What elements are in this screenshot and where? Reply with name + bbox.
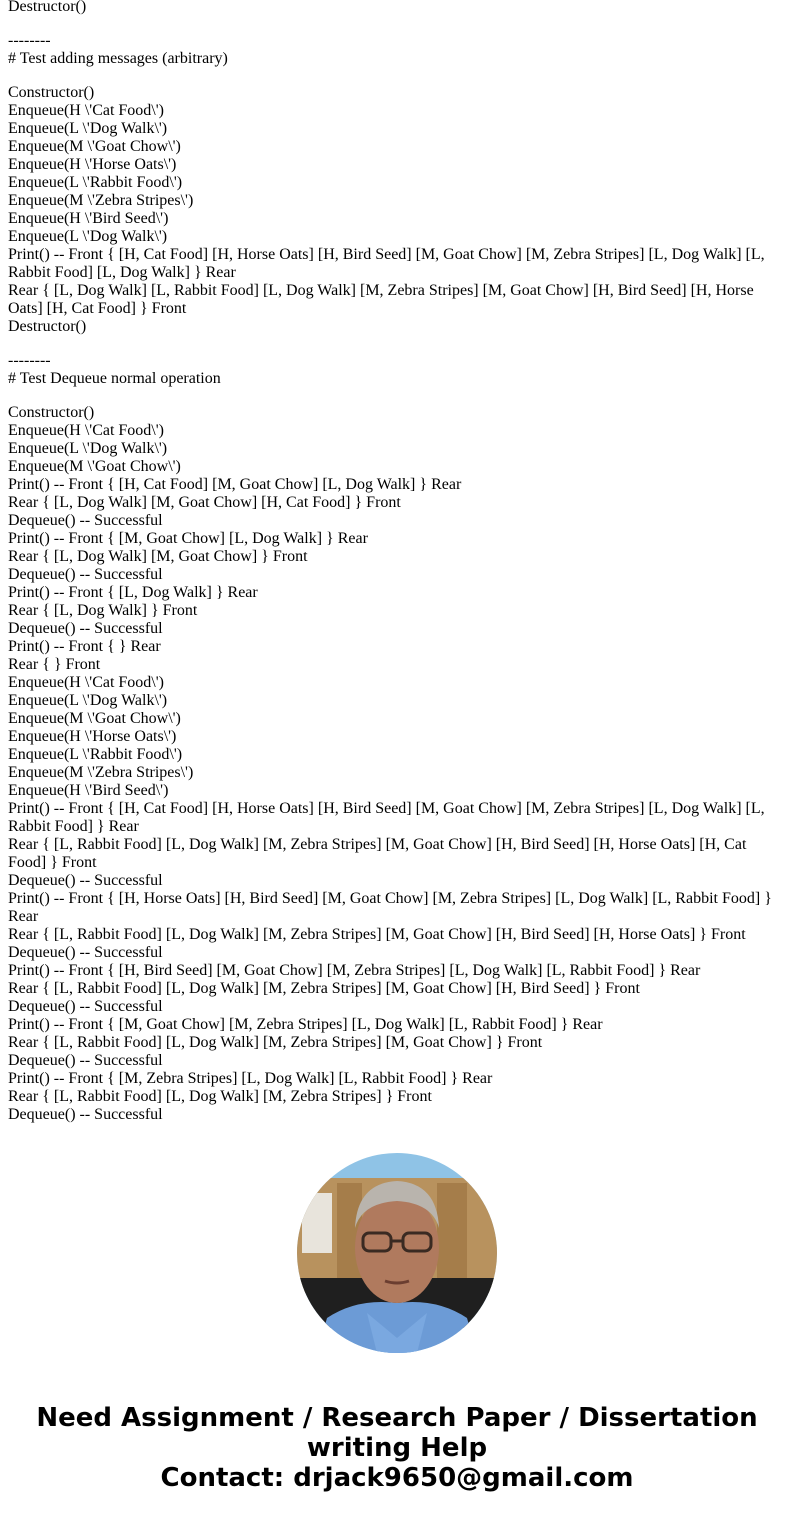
output-line: # Test adding messages (arbitrary) [8, 50, 228, 67]
document-body [8, 0, 784, 1124]
output-line: Print() -- Front { [H, Horse Oats] [H, Bird Seed] [M, Goat Chow] [M, Zebra Stripes] [L, Dog Walk] [L, Rabbit Food] } Rear [8, 890, 772, 925]
output-line: Enqueue(H \'Bird Seed\') [8, 210, 169, 227]
cta-headline: Need Assignment / Research Paper / Dissertation [36, 1403, 758, 1433]
output-line: Constructor() [8, 84, 95, 101]
output-line: Rear { [L, Dog Walk] } Front [8, 602, 198, 619]
output-line: Dequeue() -- Successful [8, 620, 163, 637]
output-line: Rear { [L, Rabbit Food] [L, Dog Walk] [M, Zebra Stripes] [M, Goat Chow] [H, Bird Seed] [H, Horse Oats] [H, Cat Food] } Front [8, 836, 747, 871]
portrait-image [297, 1153, 497, 1353]
output-line: Dequeue() -- Successful [8, 566, 163, 583]
output-line: Rear { [L, Rabbit Food] [L, Dog Walk] [M, Zebra Stripes] [M, Goat Chow] [H, Bird Seed] } Front [8, 980, 640, 997]
blank-line [8, 16, 784, 32]
output-line: Print() -- Front { [M, Goat Chow] [L, Dog Walk] } Rear [8, 530, 368, 547]
output-line: Enqueue(H \'Cat Food\') [8, 422, 164, 439]
output-line: Enqueue(L \'Dog Walk\') [8, 228, 168, 245]
output-line: Enqueue(H \'Horse Oats\') [8, 728, 177, 745]
cta-contact-email: Contact: drjack9650@gmail.com [160, 1463, 634, 1493]
output-line: Print() -- Front { [H, Cat Food] [H, Horse Oats] [H, Bird Seed] [M, Goat Chow] [M, Zebra Stripes] [L, Dog Walk] [L, Rabbit Food] } Rear [8, 800, 765, 835]
output-line: Enqueue(M \'Goat Chow\') [8, 710, 181, 727]
output-line: -------- [8, 352, 51, 369]
output-line: Enqueue(L \'Dog Walk\') [8, 440, 168, 457]
output-line: Print() -- Front { [M, Goat Chow] [M, Zebra Stripes] [L, Dog Walk] [L, Rabbit Food] } Rear [8, 1016, 603, 1033]
output-line: Dequeue() -- Successful [8, 1052, 163, 1069]
output-line: Enqueue(H \'Cat Food\') [8, 674, 164, 691]
blank-line [8, 68, 784, 84]
output-line: Rear { } Front [8, 656, 101, 673]
output-line: Dequeue() -- Successful [8, 1106, 163, 1123]
output-line: Print() -- Front { } Rear [8, 638, 161, 655]
output-line: Enqueue(H \'Bird Seed\') [8, 782, 169, 799]
blank-line [8, 336, 784, 352]
output-line: -------- [8, 32, 51, 49]
output-line: Rear { [L, Rabbit Food] [L, Dog Walk] [M, Zebra Stripes] [M, Goat Chow] [H, Bird Seed] [H, Horse Oats] } Front [8, 926, 746, 943]
output-line: Enqueue(M \'Goat Chow\') [8, 138, 181, 155]
output-line: Enqueue(L \'Rabbit Food\') [8, 746, 183, 763]
output-line: Print() -- Front { [H, Cat Food] [M, Goat Chow] [L, Dog Walk] } Rear [8, 476, 462, 493]
author-avatar [297, 1153, 497, 1353]
output-line: Rear { [L, Rabbit Food] [L, Dog Walk] [M, Zebra Stripes] } Front [8, 1088, 432, 1105]
output-line: Print() -- Front { [H, Cat Food] [H, Horse Oats] [H, Bird Seed] [M, Goat Chow] [M, Zebra Stripes] [L, Dog Walk] [L, Rabbit Food] [L, Dog Walk] } Rear [8, 246, 765, 281]
blank-line [8, 388, 784, 404]
output-line: Rear { [L, Dog Walk] [M, Goat Chow] } Front [8, 548, 308, 565]
output-line: Constructor() [8, 404, 95, 421]
output-line: Enqueue(L \'Dog Walk\') [8, 120, 168, 137]
output-line: Destructor() [8, 0, 87, 15]
output-line: Destructor() [8, 318, 87, 335]
output-line: Enqueue(H \'Cat Food\') [8, 102, 164, 119]
output-line: Enqueue(L \'Rabbit Food\') [8, 174, 183, 191]
output-line: Enqueue(M \'Zebra Stripes\') [8, 764, 194, 781]
output-line: Rear { [L, Dog Walk] [M, Goat Chow] [H, Cat Food] } Front [8, 494, 401, 511]
output-line: Dequeue() -- Successful [8, 512, 163, 529]
output-line: Enqueue(L \'Dog Walk\') [8, 692, 168, 709]
cta-subheadline: writing Help [306, 1433, 488, 1463]
output-line: Dequeue() -- Successful [8, 944, 163, 961]
output-line: Enqueue(M \'Zebra Stripes\') [8, 192, 194, 209]
output-line: Rear { [L, Dog Walk] [L, Rabbit Food] [L, Dog Walk] [M, Zebra Stripes] [M, Goat Chow] [H, Bird Seed] [H, Horse Oats] [H, Cat Food] } Front [8, 282, 754, 317]
output-line: Enqueue(M \'Goat Chow\') [8, 458, 181, 475]
output-line: Enqueue(H \'Horse Oats\') [8, 156, 177, 173]
output-line: Dequeue() -- Successful [8, 872, 163, 889]
contact-banner [0, 1403, 794, 1493]
output-line: Print() -- Front { [L, Dog Walk] } Rear [8, 584, 258, 601]
output-line: Print() -- Front { [M, Zebra Stripes] [L, Dog Walk] [L, Rabbit Food] } Rear [8, 1070, 493, 1087]
output-line: Rear { [L, Rabbit Food] [L, Dog Walk] [M, Zebra Stripes] [M, Goat Chow] } Front [8, 1034, 543, 1051]
output-line: Dequeue() -- Successful [8, 998, 163, 1015]
output-line: # Test Dequeue normal operation [8, 370, 221, 387]
output-line: Print() -- Front { [H, Bird Seed] [M, Goat Chow] [M, Zebra Stripes] [L, Dog Walk] [L, Rabbit Food] } Rear [8, 962, 701, 979]
